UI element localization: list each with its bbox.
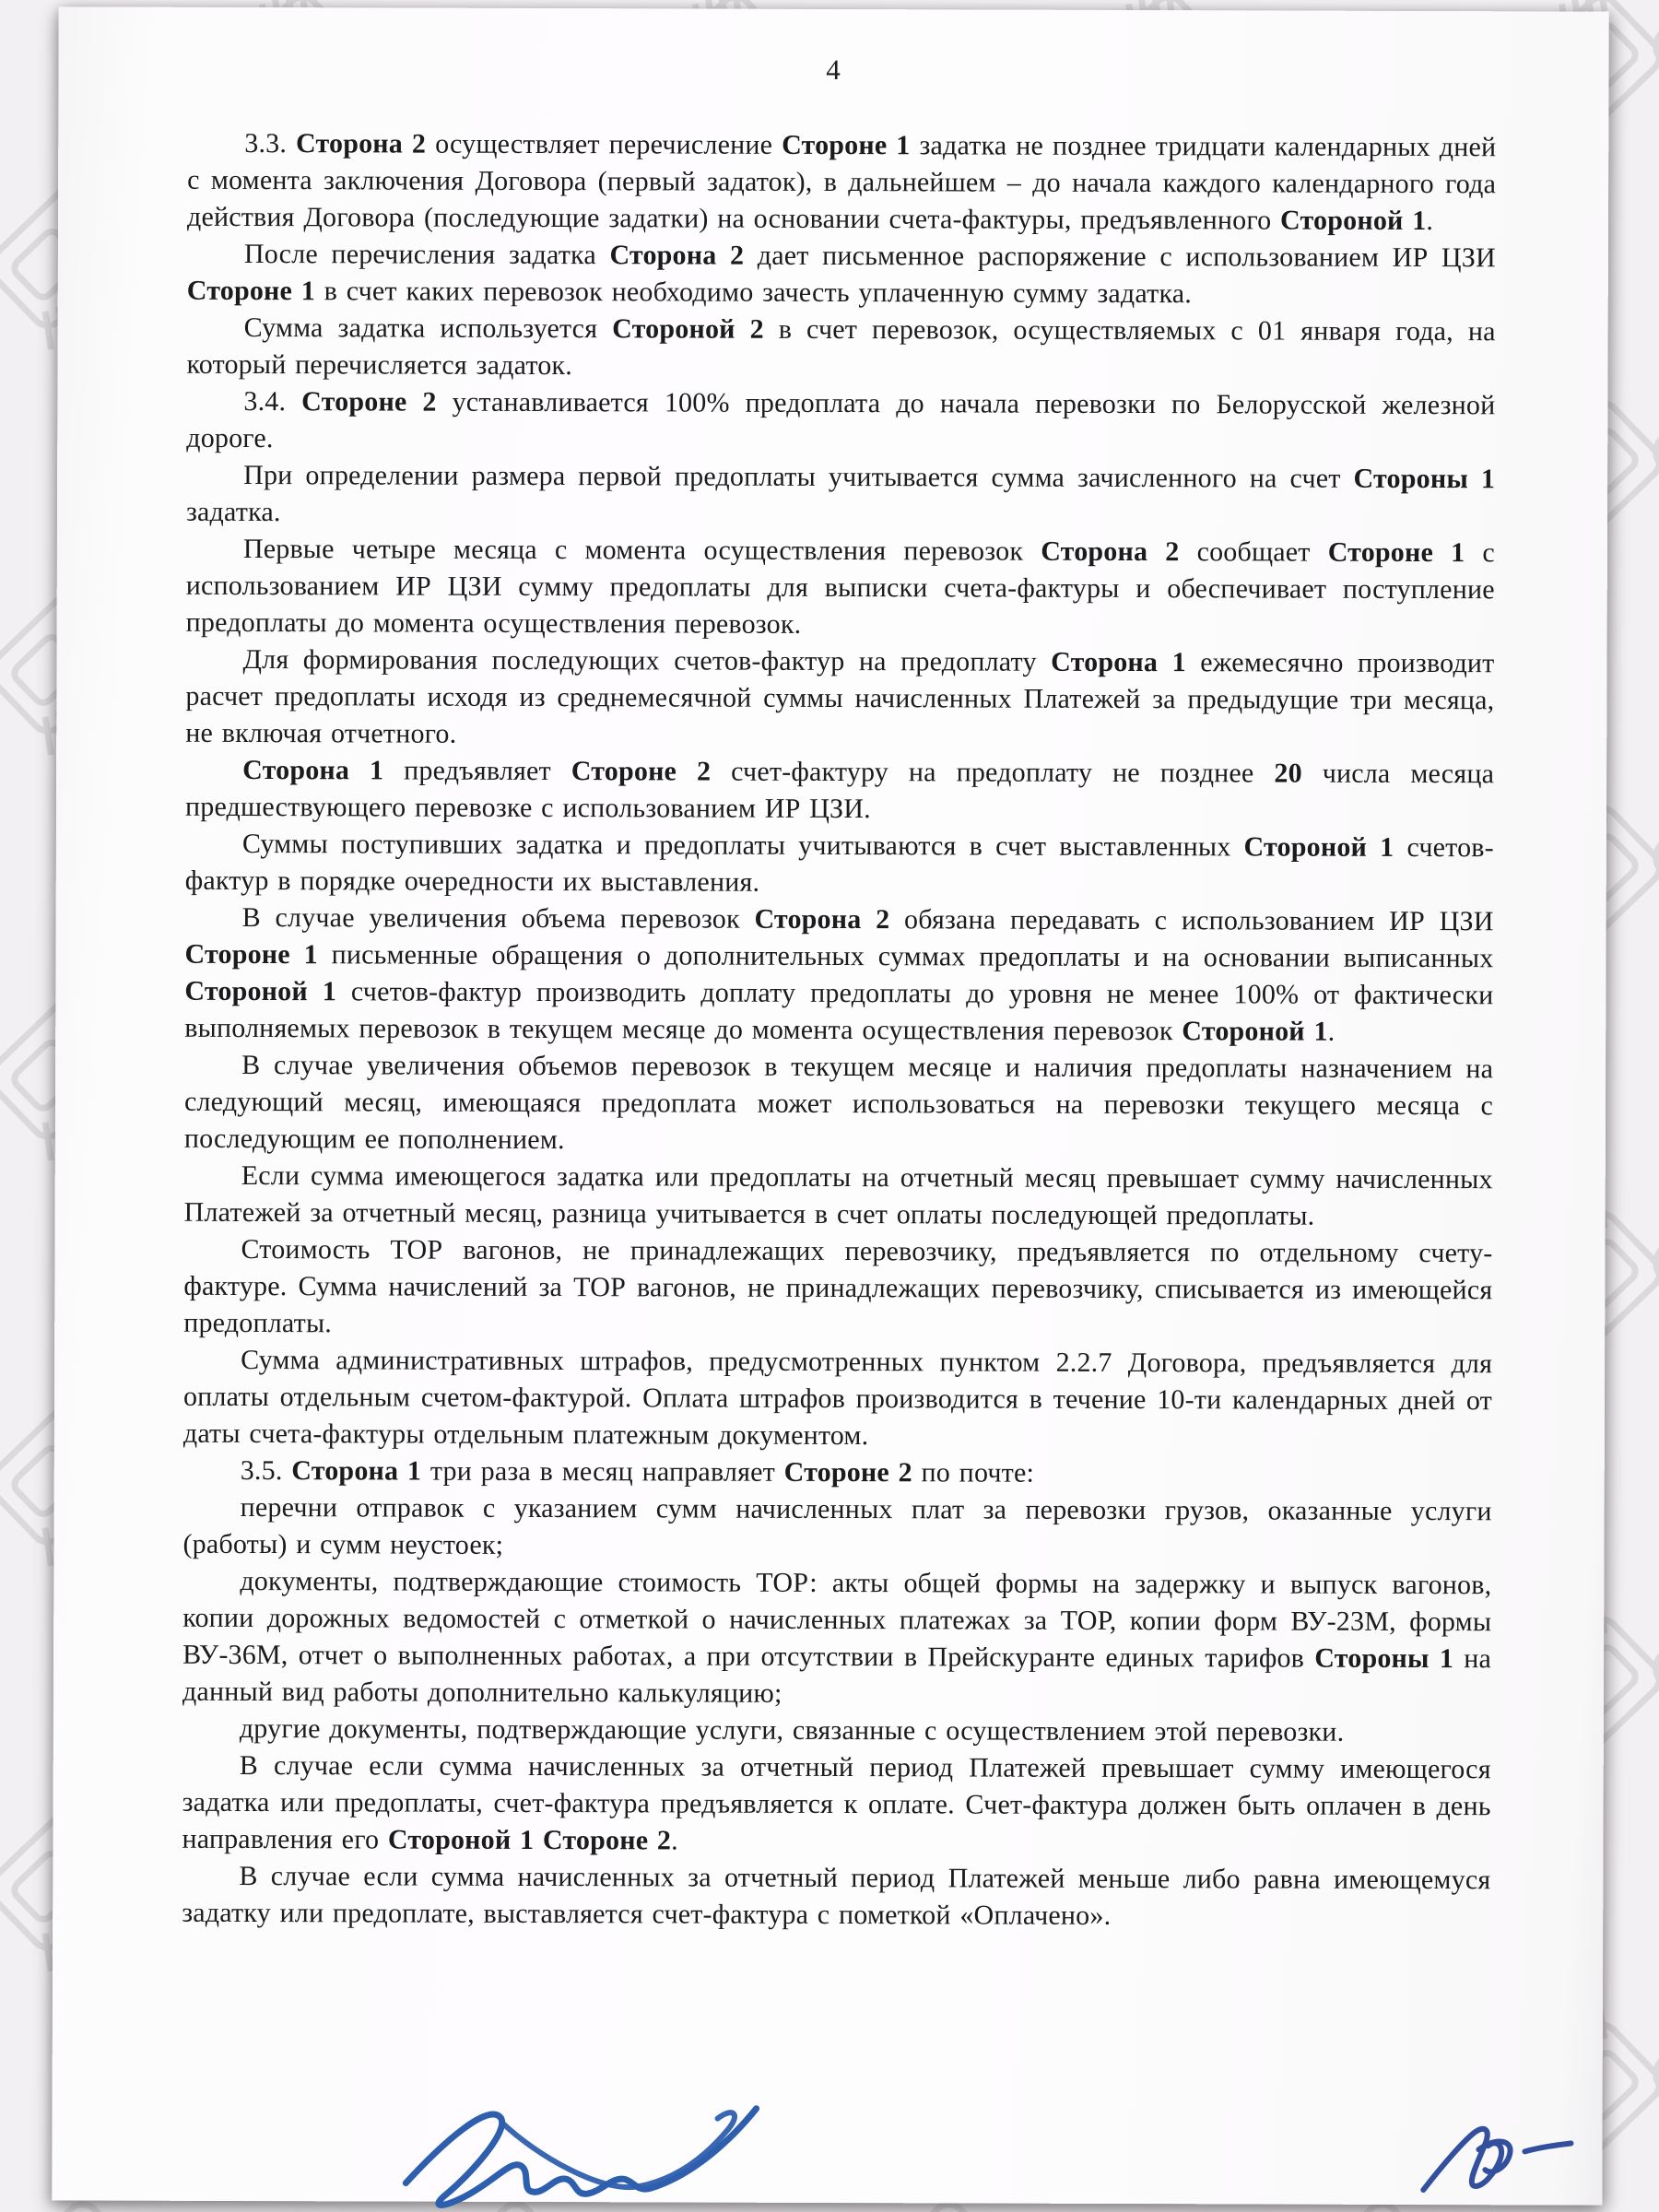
text-run: обязана передавать с использованием ИР ЦЗИ [889,904,1494,937]
paragraph-2 [187,236,1496,313]
paragraph-20 [182,1858,1490,1936]
text-run: осуществляет перечисление [426,128,782,160]
paragraph-17 [182,1563,1491,1714]
text-run: . [671,1825,678,1856]
text-run: Первые четыре месяца с момента осуществления перевозок [242,533,1041,567]
text-run: документы, подтверждающие стоимость ТОР: акты общей формы на задержку и выпуск вагонов, копии дорожных ведомостей с отметкой о начисленных платежах за ТОР, копии форм ВУ-23М, формы ВУ-36М, отчет о выполненных работах, а при отсутствии в Прейскуранте единых тарифов [182,1565,1492,1674]
text-run: перечни отправок с указанием сумм начисленных плат за перевозки грузов, оказанные услуги (работы) и сумм неустоек; [182,1491,1492,1560]
emphasized-term: Стороне 2 [783,1456,912,1488]
paragraph-15 [183,1453,1492,1493]
text-run: ежемесячно производит расчет предоплаты исходя из среднемесячной суммы начисленных Платежей за предыдущие три месяца, не включая отчетного. [185,647,1495,749]
text-run: на данный вид работы дополнительно калькуляцию; [182,1643,1492,1709]
emphasized-term: Стороны 1 [1353,463,1496,495]
emphasized-term: Стороной 1 Стороне 2 [387,1824,672,1856]
emphasized-term: 20 [1274,758,1302,789]
emphasized-term: Стороне 2 [571,756,712,787]
text-run: числа месяца предшествующего перевозке с использованием ИР ЦЗИ. [184,758,1495,825]
document-paragraphs [182,125,1496,1936]
paragraph-12 [184,1158,1493,1235]
paragraph-19 [182,1747,1490,1862]
paragraph-11 [184,1047,1493,1161]
emphasized-term: Стороной 1 [184,975,337,1007]
emphasized-term: Сторона 1 [291,1455,422,1487]
emphasized-term: Стороне 1 [1327,536,1465,569]
text-run: Стоимость ТОР вагонов, не принадлежащих перевозчику, предъявляется по отдельному счету-фактуре. Сумма начислений за ТОР вагонов, не принадлежащих перевозчику, списывается из имеющейся предоплаты. [183,1233,1493,1339]
paragraph-4 [186,383,1495,461]
emphasized-term: Сторона 1 [1051,646,1186,678]
text-run: задатка. [185,496,281,528]
text-run: При определении размера первой предоплаты учитывается сумма зачисленного на счет [243,459,1354,494]
text-run: В случае если сумма начисленных за отчетный период Платежей превышает сумму имеющегося задатка или предоплаты, счет-фактура предъявляется к оплате. Счет-фактура должен быть оплачен в день направления его [182,1749,1491,1855]
text-run: Для формирования последующих счетов-фактур на предоплату [242,643,1052,677]
emphasized-term: Стороной 1 [1280,205,1427,237]
paragraph-1 [187,125,1496,240]
text-run: другие документы, подтверждающие услуги, связанные с осуществлением этой перевозки. [239,1712,1345,1747]
text-run: . [1426,206,1434,237]
text-run: счет-фактуру на предоплату не позднее [711,756,1275,789]
text-run: Сумма административных штрафов, предусмотренных пунктом 2.2.7 Договора, предъявляется для оплаты отдельным счетом-фактурой. Оплата штрафов производится в течение 10-ти календарных дней от даты счета-фактуры отдельным платежным документом. [182,1344,1493,1452]
text-run: три раза в месяц направляет [421,1455,784,1488]
emphasized-term: Стороне 1 [184,938,318,971]
emphasized-term: Сторона 2 [1041,535,1180,568]
emphasized-term: Стороне 2 [301,386,437,418]
text-run: В случае увеличения объема перевозок [241,901,755,935]
emphasized-term: Сторона 1 [242,754,384,786]
text-run: 3.5. [240,1454,292,1487]
paragraph-10 [184,900,1493,1051]
emphasized-term: Стороны 1 [1314,1642,1454,1675]
emphasized-term: Сторона 2 [754,903,890,935]
text-run: в счет каких перевозок необходимо зачесть уплаченную сумму задатка. [314,276,1193,310]
text-run: В случае увеличения объемов перевозок в текущем месяце и наличия предоплаты назначением на следующий месяц, имеющаяся предоплата может использоваться на перевозки текущего месяца с последующим ее пополнением. [183,1049,1494,1156]
text-run: 3.3. [244,127,297,159]
paragraph-5 [186,457,1495,535]
emphasized-term: Стороне 1 [782,129,911,161]
text-run: В случае если сумма начисленных за отчетный период Платежей меньше либо равна имеющемуся задатку или предоплате, выставляется счет-фактура с пометкой «Оплачено». [182,1860,1491,1931]
text-run: дает письменное распоряжение с использованием ИР ЦЗИ [744,240,1496,274]
paragraph-14 [183,1342,1492,1456]
handwritten-initials-mark [1414,2120,1589,2202]
text-run: 3.4. [243,385,302,418]
text-run: по почте: [912,1457,1035,1488]
text-run: . [1327,1016,1335,1047]
paragraph-3 [186,310,1495,387]
text-run: После перечисления задатка [243,238,610,271]
text-run: письменные обращения о дополнительных суммах предоплаты и на основании выписанных [317,939,1494,974]
paragraph-6 [186,531,1495,645]
text-run: устанавливается 100% предоплата до начала перевозки по Белорусской железной дороге. [186,386,1496,454]
document-page [52,6,1608,2205]
paragraph-13 [183,1231,1492,1346]
text-run: с использованием ИР ЦЗИ сумму предоплаты для выписки счета-фактуры и обеспечивает поступление предоплаты до момента осуществления перевозок. [185,537,1495,640]
page-number: 4 [826,53,841,87]
text-run: предъявляет [383,755,571,787]
text-run: сообщает [1179,536,1328,568]
text-run: Суммы поступивших задатка и предоплаты учитываются в счет выставленных [241,828,1244,863]
text-run: Если сумма имеющегося задатка или предоплаты на отчетный месяц превышает сумму начисленных Платежей за отчетный месяц, разница учитывается в счет оплаты последующей предоплаты. [183,1159,1493,1231]
emphasized-term: Стороной 1 [1182,1016,1328,1047]
paragraph-16 [182,1489,1491,1567]
text-run: счетов-фактур производить доплату предоплаты до уровня не менее 100% от фактически выполняемых перевозок в текущем месяце до момента осуществления перевозок [184,976,1494,1047]
paragraph-9 [185,826,1494,903]
emphasized-term: Стороной 1 [1243,831,1394,863]
emphasized-term: Сторона 2 [295,128,427,159]
text-run: в счет перевозок, осуществляемых с 01 января года, на который перечисляется задаток. [186,313,1496,382]
paragraph-7 [185,641,1494,756]
text-run: Сумма задатка используется [243,312,613,345]
paragraph-8 [185,752,1494,830]
emphasized-term: Стороне 1 [186,275,316,307]
handwritten-signature [391,2089,769,2210]
paragraph-18 [182,1711,1491,1751]
emphasized-term: Сторона 2 [609,240,745,271]
text-run: счетов-фактур в порядке очередности их выставления. [184,831,1494,898]
emphasized-term: Стороной 2 [612,313,764,345]
text-run: задатка не позднее тридцати календарных дней с момента заключения Договора (первый задаток), в дальнейшем – до начала каждого календарного года действия Договора (последующие задатки) на основании счета-фактуры, предъявленного [186,130,1497,236]
